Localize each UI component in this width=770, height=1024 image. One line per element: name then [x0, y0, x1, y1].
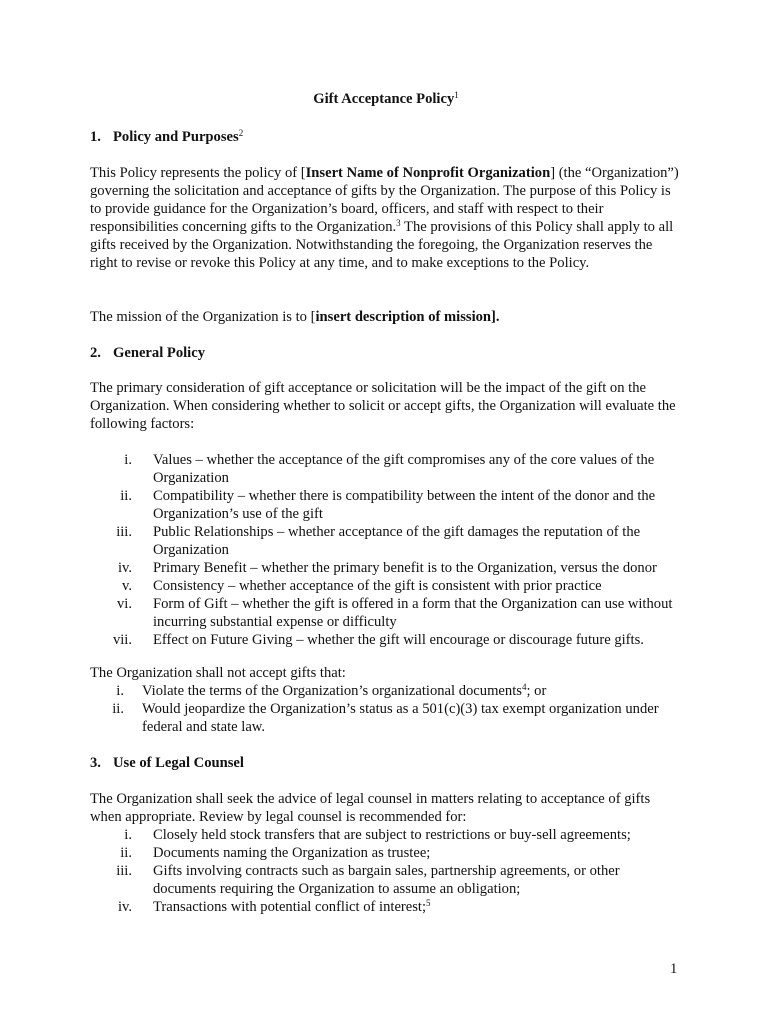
list-item-number: ii. — [120, 488, 132, 504]
list-item-text: Closely held stock transfers that are subject to restrictions or buy-sell agreements; — [153, 827, 631, 843]
mission-placeholder: insert description of mission]. — [315, 309, 500, 325]
list-item — [117, 898, 683, 916]
footnote-ref-2: 2 — [238, 128, 244, 138]
section-2-number: 2. — [90, 345, 101, 361]
list-item-number: iv. — [117, 899, 132, 915]
section-3-title: Use of Legal Counsel — [113, 755, 244, 771]
org-name-placeholder: Insert Name of Nonprofit Organization — [305, 165, 551, 181]
document-title — [90, 90, 682, 108]
list-item — [124, 451, 683, 487]
footnote-ref-5: 5 — [426, 898, 431, 908]
section-1-paragraph-2: The mission of the Organization is to [insert description of mission]. — [90, 309, 500, 325]
section-3-heading — [90, 754, 244, 772]
list-item — [116, 523, 683, 559]
list-item: i. Violate the terms of the Organization’s organizational documents$^4$; or — [116, 682, 547, 699]
list-item — [120, 487, 683, 523]
section-1-paragraph-1: This Policy represents the policy of [Insert Name of Nonprofit Organization] (the “Organization”) governing the solicitation and acceptance of gifts by the Organization. The purpose of this Policy is to provide guidance for the Organization’s board, officers, and staff with respect to their responsibilities concerning gifts to the Organization.$^3$ The provisions of this Policy shall apply to all gifts received by the Organization. Notwithstanding the foregoing, the Organization reserves the right to revise or revoke this Policy at any time, and to make exceptions to the Policy. — [90, 165, 679, 271]
section-3-intro: The Organization shall seek the advice of legal counsel in matters relating to acceptance of gifts when appropriate. Review by legal counsel is recommended for: — [90, 791, 651, 825]
list-item-text: Form of Gift – whether the gift is offered in a form that the Organization can use without incurring substantial expense or difficulty — [153, 596, 673, 630]
list-item-number: iii. — [116, 863, 132, 879]
list-item-number: vi. — [117, 596, 132, 612]
section-1-title: Policy and Purposes — [113, 129, 239, 145]
list-item-number: vii. — [112, 632, 132, 648]
list-item — [117, 559, 683, 577]
section-2-heading — [90, 344, 205, 362]
list-item — [112, 631, 683, 649]
section-3-number: 3. — [90, 755, 101, 771]
list-item — [124, 826, 683, 844]
section-2-title: General Policy — [113, 345, 205, 361]
list-item-text: Transactions with potential conflict of interest; — [153, 899, 427, 915]
list-item-text: Values – whether the acceptance of the gift compromises any of the core values of the Organization — [153, 452, 655, 486]
list-item-text: Gifts involving contracts such as bargain sales, partnership agreements, or other documents requiring the Organization to assume an obligation; — [153, 863, 620, 897]
factors-list — [112, 451, 683, 649]
legal-counsel-list — [116, 826, 683, 916]
not-accept-list — [112, 682, 684, 736]
list-item-number: ii. — [120, 845, 132, 861]
not-accept-intro: The Organization shall not accept gifts that: — [90, 665, 346, 681]
list-item-number: i. — [124, 452, 132, 468]
list-item-number: v. — [122, 578, 132, 594]
list-item-number: i. — [124, 827, 132, 843]
footnote-ref-1: 1 — [454, 90, 459, 100]
list-item — [116, 862, 683, 898]
section-2-intro: The primary consideration of gift acceptance or solicitation will be the impact of the gift on the Organization. When considering whether to solicit or accept gifts, the Organization will evaluate the following factors: — [90, 380, 676, 432]
footnote-ref-4: 4 — [521, 682, 527, 692]
list-item-text: Primary Benefit – whether the primary benefit is to the Organization, versus the donor — [153, 560, 657, 576]
list-item-text: Compatibility – whether there is compatibility between the intent of the donor and the Organization’s use of the gift — [153, 488, 656, 522]
list-item — [120, 844, 683, 862]
list-item-number: iii. — [116, 524, 132, 540]
list-item-text: Effect on Future Giving – whether the gift will encourage or discourage future gifts. — [153, 632, 644, 648]
list-item-text: Public Relationships – whether acceptance of the gift damages the reputation of the Organization — [153, 524, 641, 558]
footnote-ref-3: 3 — [396, 218, 401, 228]
list-item: ii. Would jeopardize the Organization’s status as a 501(c)(3) tax exempt organization under federal and state law. — [112, 701, 659, 735]
list-item-text: Consistency – whether acceptance of the gift is consistent with prior practice — [153, 578, 602, 594]
section-1-number: 1. — [90, 129, 101, 145]
section-1-heading — [90, 128, 243, 146]
title-text: Gift Acceptance Policy — [313, 91, 455, 107]
list-item — [117, 595, 683, 631]
list-item-number: iv. — [117, 560, 132, 576]
page-number: 1 — [670, 961, 678, 977]
list-item-text: Documents naming the Organization as trustee; — [153, 845, 431, 861]
list-item — [122, 577, 683, 595]
